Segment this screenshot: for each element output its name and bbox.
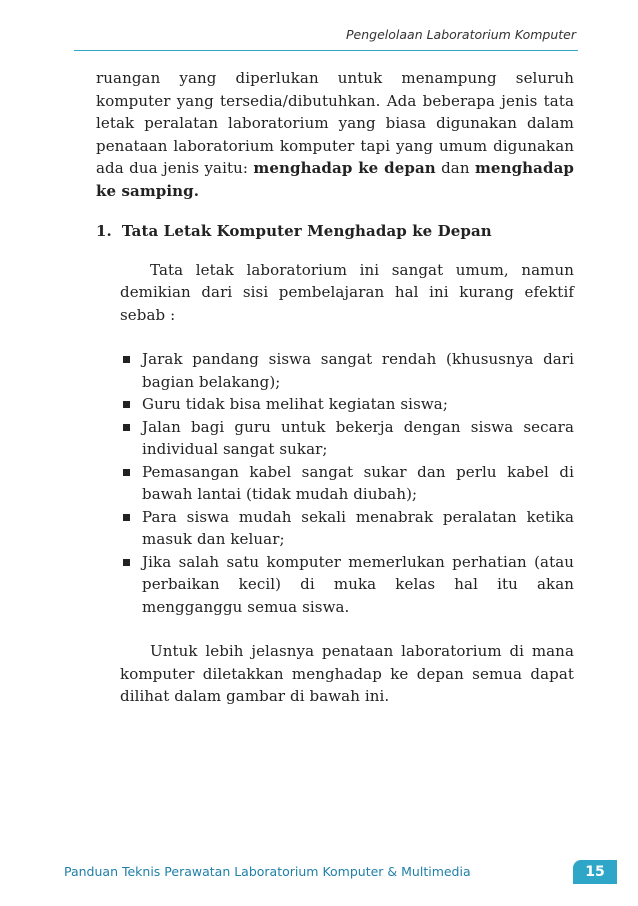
- section-body: [120, 259, 574, 708]
- list-item: [120, 506, 574, 551]
- bullet-list: [120, 348, 574, 618]
- section-paragraph-2: Untuk lebih jelasnya penataan laboratorium di mana komputer diletakkan menghadap ke depan semua dapat dilihat dalam gambar di bawah ini.: [120, 642, 574, 705]
- square-bullet-icon: [123, 424, 130, 431]
- square-bullet-icon: [123, 469, 130, 476]
- square-bullet-icon: [123, 401, 130, 408]
- intro-connector: dan: [435, 159, 475, 177]
- header-rule: [74, 50, 578, 51]
- list-item-text: Jika salah satu komputer memerlukan perhatian (atau perbaikan kecil) di muka kelas hal itu akan mengganggu semua siswa.: [142, 552, 574, 616]
- list-item-text: Pemasangan kabel sangat sukar dan perlu kabel di bawah lantai (tidak mudah diubah);: [142, 462, 574, 503]
- list-item: [120, 393, 574, 416]
- list-item: [120, 416, 574, 461]
- running-footer: Panduan Teknis Perawatan Laboratorium Komputer & Multimedia: [64, 864, 471, 879]
- section-paragraph-1: Tata letak laboratorium ini sangat umum, namun demikian dari sisi pembelajaran hal ini kurang efektif sebab :: [120, 260, 574, 324]
- square-bullet-icon: [123, 514, 130, 521]
- list-item-text: Jalan bagi guru untuk bekerja dengan siswa secara individual sangat sukar;: [142, 417, 574, 458]
- section-number: 1.: [96, 222, 112, 240]
- page-content: [96, 67, 574, 708]
- section-title: Tata Letak Komputer Menghadap ke Depan: [121, 222, 492, 240]
- square-bullet-icon: [123, 559, 130, 566]
- intro-text: ruangan yang diperlukan untuk menampung seluruh komputer yang tersedia/dibutuhkan. Ada beberapa jenis tata letak peralatan laboratorium yang biasa digunakan dalam penataan laboratorium komputer tapi yang umum digunakan ada dua jenis yaitu:: [96, 69, 574, 177]
- section-heading: [96, 220, 574, 243]
- list-item: [120, 348, 574, 393]
- list-item-text: Guru tidak bisa melihat kegiatan siswa;: [142, 395, 449, 413]
- intro-bold-front: menghadap ke depan: [253, 159, 436, 177]
- intro-bold-side: menghadap ke samping.: [96, 159, 574, 200]
- intro-paragraph: [96, 67, 574, 202]
- list-item-text: Para siswa mudah sekali menabrak peralatan ketika masuk dan keluar;: [142, 507, 574, 548]
- list-item-text: Jarak pandang siswa sangat rendah (khususnya dari bagian belakang);: [142, 350, 574, 391]
- list-item: [120, 551, 574, 619]
- page-number-badge: 15: [573, 860, 617, 884]
- square-bullet-icon: [123, 356, 130, 363]
- list-item: [120, 461, 574, 506]
- running-header: Pengelolaan Laboratorium Komputer: [346, 27, 576, 42]
